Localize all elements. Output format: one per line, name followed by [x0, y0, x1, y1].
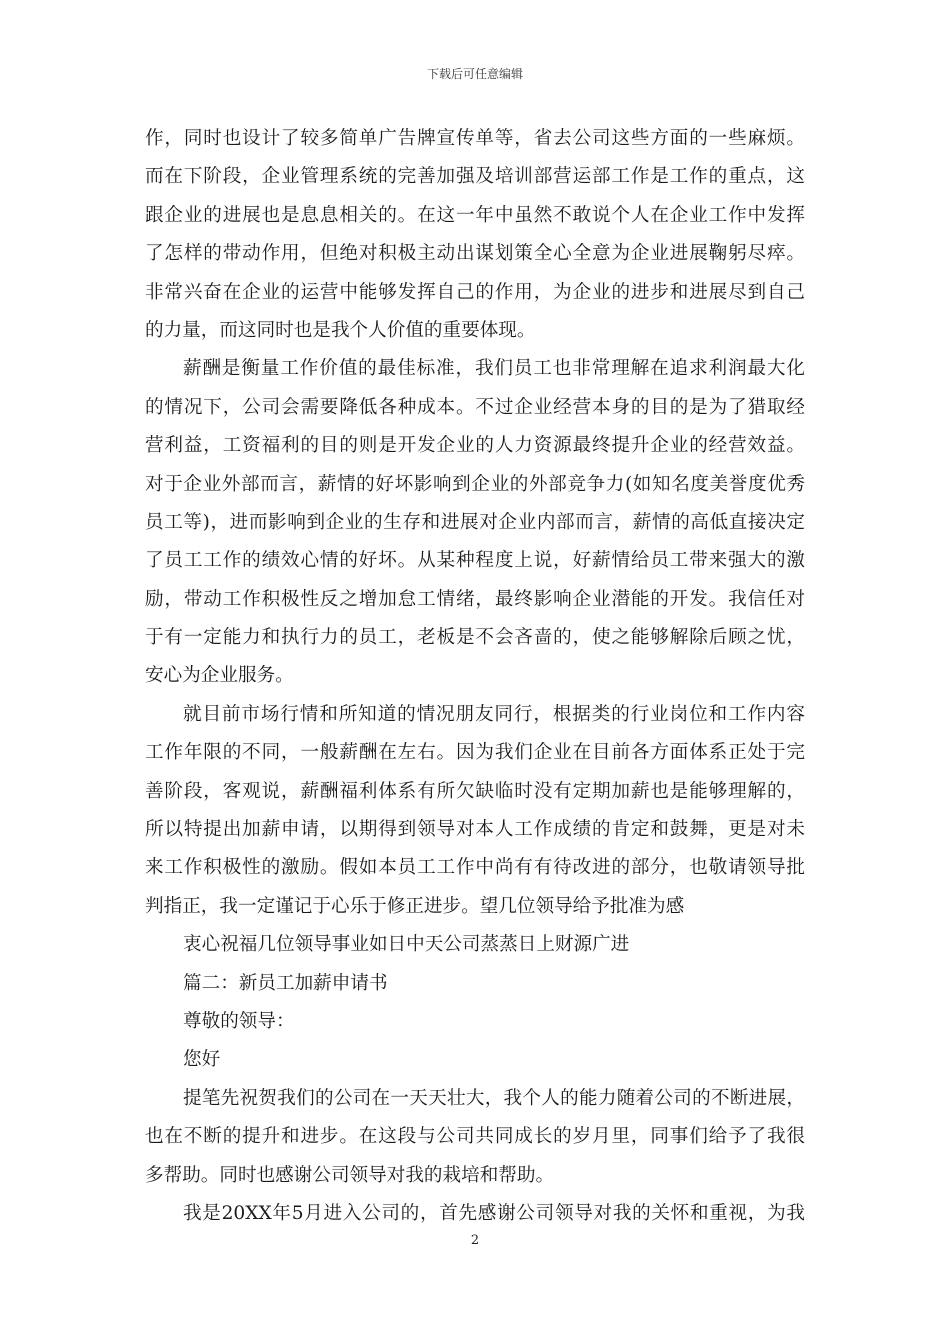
text-line: 也在不断的提升和进步。在这段与公司共同成长的岁月里，同事们给予了我很	[145, 1126, 805, 1148]
text-line: 了怎样的带动作用，但绝对积极主动出谋划策全心全意为企业进展鞠躬尽瘁。	[145, 243, 805, 265]
text-line: 善阶段，客观说，薪酬福利体系有所欠缺临时没有定期加薪也是能够理解的，	[145, 780, 805, 802]
text-line: 而在下阶段，企业管理系统的完善加强及培训部营运部工作是工作的重点，这	[145, 166, 805, 188]
text-line: 作，同时也设计了较多简单广告牌宣传单等，省去公司这些方面的一些麻烦。	[145, 128, 805, 149]
text-line: 所以特提出加薪申请，以期得到领导对本人工作成绩的肯定和鼓舞，更是对未	[145, 819, 805, 841]
text-line: 营利益，工资福利的目的则是开发企业的人力资源最终提升企业的经营效益。	[145, 435, 805, 457]
text-line: 衷心祝福几位领导事业如日中天公司蒸蒸日上财源广进	[183, 934, 630, 956]
text-line: 薪酬是衡量工作价值的最佳标准，我们员工也非常理解在追求利润最大化	[183, 358, 805, 380]
text-line: 了员工工作的绩效心情的好坏。从某种程度上说，好薪情给员工带来强大的激	[145, 550, 805, 572]
greeting: 您好	[183, 1049, 221, 1071]
text-line: 多帮助。同时也感谢公司领导对我的栽培和帮助。	[145, 1164, 555, 1186]
text-line: 提笔先祝贺我们的公司在一天天壮大，我个人的能力随着公司的不断进展，	[183, 1087, 805, 1109]
text-line: 来工作积极性的激励。假如本员工工作中尚有有待改进的部分，也敬请领导批	[145, 857, 805, 879]
text-line: 跟企业的进展也是息息相关的。在这一年中虽然不敢说个人在企业工作中发挥	[145, 204, 805, 226]
text-line: 就目前市场行情和所知道的情况朋友同行，根据类的行业岗位和工作内容	[183, 703, 805, 725]
page-header: 下载后可任意编辑	[426, 67, 523, 81]
text-line: 对于企业外部而言，薪情的好坏影响到企业的外部竞争力(如知名度美誉度优秀	[145, 473, 805, 495]
text-line: 我是20XX年5月进入公司的，首先感谢公司领导对我的关怀和重视，为我	[183, 1202, 805, 1224]
text-line: 判指正，我一定谨记于心乐于修正进步。望几位领导给予批准为感	[145, 895, 685, 917]
section-heading: 篇二：新员工加薪申请书	[183, 972, 388, 994]
text-line: 的情况下，公司会需要降低各种成本。不过企业经营本身的目的是为了猎取经	[145, 396, 805, 418]
text-line: 工作年限的不同，一般薪酬在左右。因为我们企业在目前各方面体系正处于完	[145, 742, 805, 764]
text-line: 非常兴奋在企业的运营中能够发挥自己的作用，为企业的进步和进展尽到自己	[145, 281, 805, 303]
text-line: 员工等)，进而影响到企业的生存和进展对企业内部而言，薪情的高低直接决定	[145, 511, 805, 533]
text-line: 安心为企业服务。	[145, 665, 294, 687]
salutation: 尊敬的领导：	[183, 1010, 295, 1032]
text-line: 励，带动工作积极性反之增加怠工情绪，最终影响企业潜能的开发。我信任对	[145, 588, 805, 610]
text-line: 于有一定能力和执行力的员工，老板是不会吝啬的，使之能够解除后顾之忧，	[145, 627, 805, 649]
page-number: 2	[470, 1233, 480, 1248]
document-body	[145, 120, 805, 1233]
text-line: 的力量，而这同时也是我个人价值的重要体现。	[145, 319, 536, 341]
